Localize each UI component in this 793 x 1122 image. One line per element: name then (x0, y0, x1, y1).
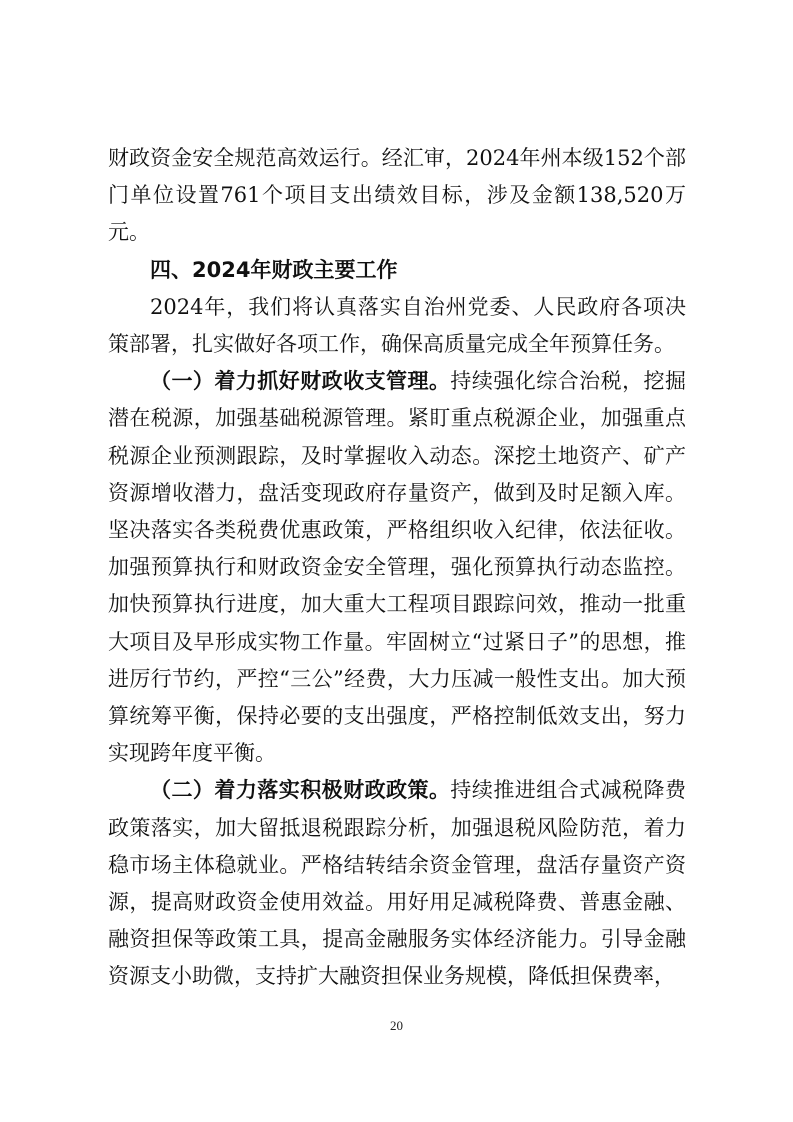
paragraph-continuation: 财政资金安全规范高效运行。经汇审，2024年州本级152个部门单位设置761个项目支出绩效目标，涉及金额138,520万元。 (108, 146, 686, 245)
section-heading: 四、2024年财政主要工作 (150, 257, 398, 282)
paragraph-body-1: 持续强化综合治税，挖掘潜在税源，加强基础税源管理。紧盯重点税源企业，加强重点税源企业预测跟踪，及时掌握收入动态。深挖土地资产、矿产资源增收潜力，盘活变现政府存量资产，做到及时足额入库。坚决落实各类税费优惠政策，严格组织收入纪律，依法征收。加强预算执行和财政资金安全管理，强化预算执行动态监控。加快预算执行进度，加大重大工程项目跟踪问效，推动一批重大项目及早形成实物工作量。牢固树立“过紧日子”的思想，推进厉行节约，严控“三公”经费，大力压减一般性支出。加大预算统筹平衡，保持必要的支出强度，严格控制低效支出，努力实现跨年度平衡。 (108, 369, 687, 766)
paragraph-lead-1: （一）着力抓好财政收支管理。 (150, 369, 451, 394)
page-number: 20 (390, 1018, 403, 1033)
paragraph-fiscal-management (108, 363, 686, 772)
paragraph-intro: 2024年，我们将认真落实自治州党委、人民政府各项决策部署，扎实做好各项工作，确保高质量完成全年预算任务。 (108, 294, 686, 357)
document-body (108, 140, 686, 996)
paragraph-body-2: 持续推进组合式减税降费政策落实，加大留抵退税跟踪分析，加强退税风险防范，着力稳市场主体稳就业。严格结转结余资金管理，盘活存量资产资源，提高财政资金使用效益。用好用足减税降费、普惠金融、融资担保等政策工具，提高金融服务实体经济能力。引导金融资源支小助微，支持扩大融资担保业务规模，降低担保费率， (108, 778, 687, 989)
paragraph-lead-2: （二）着力落实积极财政政策。 (150, 778, 451, 803)
paragraph-fiscal-policy (108, 772, 686, 995)
